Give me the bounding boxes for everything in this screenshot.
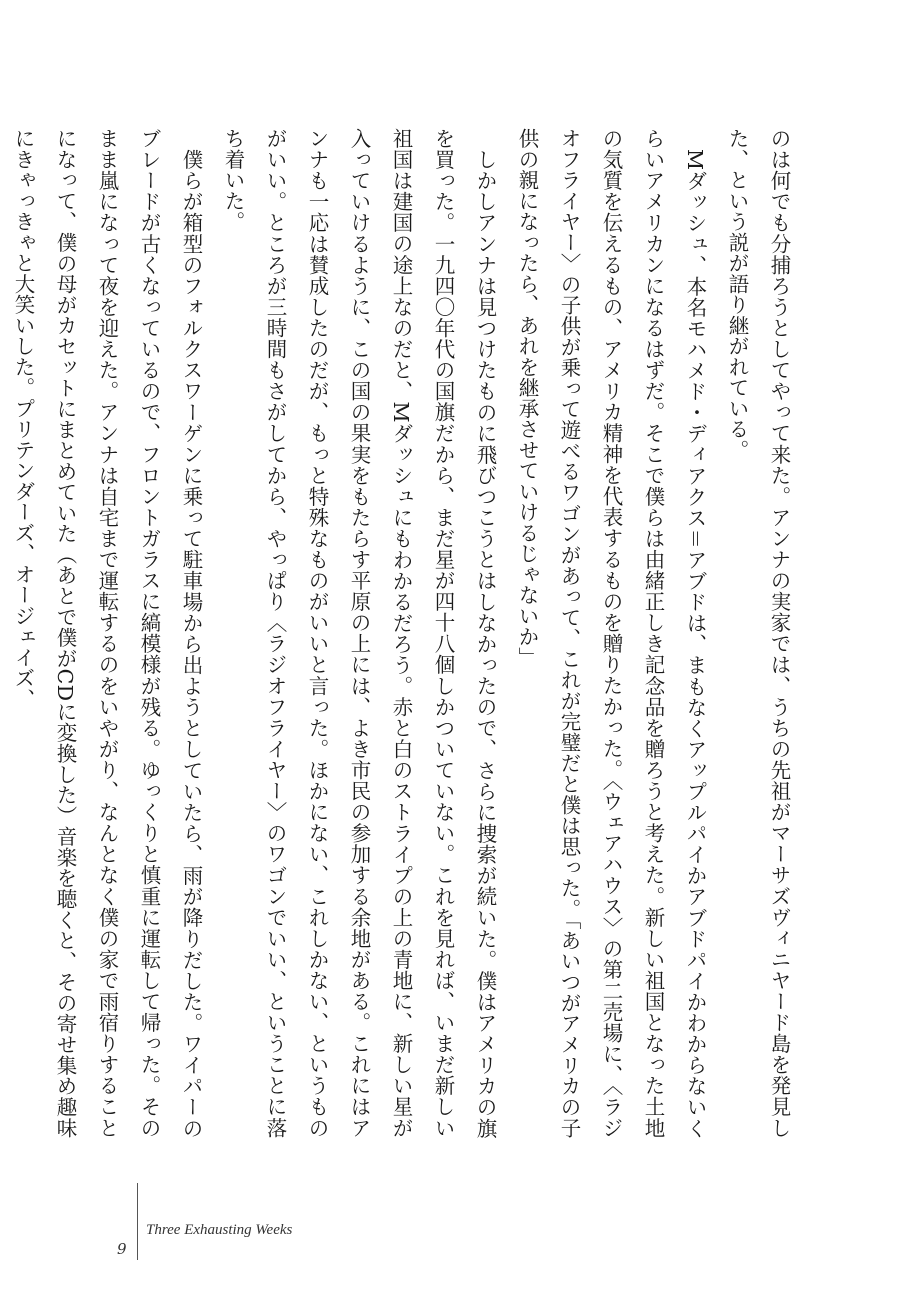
paragraph-1: のは何でも分捕ろうとしてやって来た。アンナの実家では、うちの先祖がマーサズヴィニヤード島を発見した、という説が語り継がれている。: [725, 128, 791, 1138]
paragraph-3: しかしアンナは見つけたものに飛びつこうとはしなかったので、さらに捜索が続いた。僕はアメリカの旗を買った。一九四〇年代の国旗だから、まだ星が四十八個しかついていない。これを見れば、いまだ新しい祖国は建国の途上なのだと、Mダッシュにもわかるだろう。赤と白のストライプの上の青地に、新しい星が入っていけるように、この国の果実をもたらす平原の上には、よき市民の参加する余地がある。これにはアンナも一応は賛成したのだが、もっと特殊なものがいいと言った。ほかにない、これしかない、というものがいい。ところが三時間もさがしてから、やっぱり〈ラジオフライヤー〉のワゴンでいい、ということに落ち着いた。: [221, 128, 497, 1138]
vertical-text-body: [11, 128, 800, 1138]
page-number: 9: [117, 1240, 127, 1258]
paragraph-4: 僕らが箱型のフォルクスワーゲンに乗って駐車場から出ようとしていたら、雨が降りだした。ワイパーのブレードが古くなっているので、フロントガラスに縞模様が残る。ゆっくりと慎重に運転して帰った。そのまま嵐になって夜を迎えた。アンナは自宅まで運転するのをいやがり、なんとなく僕の家で雨宿りすることになって、僕の母がカセットにまとめていた（あとで僕がCDに変換した）音楽を聴くと、その寄せ集め趣味にきゃっきゃと大笑いした。プリテンダーズ、オージェイズ、: [11, 128, 203, 1138]
footer-divider: [137, 1183, 138, 1260]
running-title: Three Exhausting Weeks: [146, 1222, 293, 1238]
paragraph-2: Mダッシュ、本名モハメド・ディアクス＝アブドは、まもなくアップルパイかアブドパイかわからないくらいアメリカンになるはずだ。そこで僕らは由緒正しき記念品を贈ろうと考えた。新しい祖国となった土地の気質を伝えるもの、アメリカ精神を代表するものを贈りたかった。〈ウェアハウス〉の第二売場に、〈ラジオフライヤー〉の子供が乗って遊べるワゴンがあって、これが完璧だと僕は思った。「あいつがアメリカの子供の親になったら、あれを継承させていけるじゃないか」: [515, 128, 707, 1138]
